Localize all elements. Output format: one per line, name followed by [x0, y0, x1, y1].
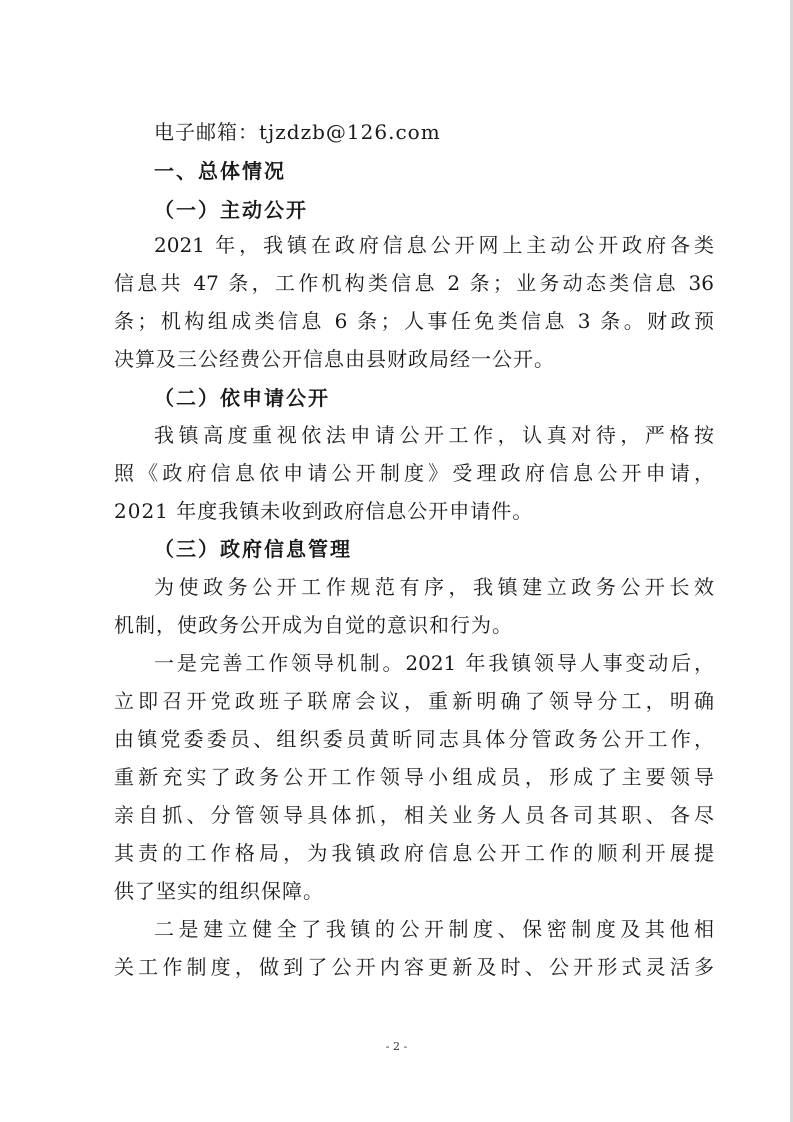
paragraph-line: 信息共 47 条，工作机构类信息 2 条；业务动态类信息 36 [114, 271, 714, 295]
paragraph-line: 机制，使政务公开成为自觉的意识和行为。 [114, 613, 513, 637]
paragraph-line: 为使政务公开工作规范有序，我镇建立政务公开长效 [154, 575, 714, 599]
subheading-request-disclosure: （二）依申请公开 [154, 386, 330, 410]
paragraph-line: 亲自抓、分管领导具体抓，相关业务人员各司其职、各尽 [114, 803, 714, 827]
paragraph-line: 2021 年度我镇未收到政府信息公开申请件。 [114, 499, 534, 523]
paragraph-line: 照《政府信息依申请公开制度》受理政府信息公开申请， [114, 461, 714, 485]
paragraph-line: 我镇高度重视依法申请公开工作，认真对待，严格按 [154, 423, 714, 447]
paragraph-line: 供了坚实的组织保障。 [114, 879, 324, 903]
paragraph-line: 立即召开党政班子联席会议，重新明确了领导分工，明确 [114, 689, 714, 713]
subheading-active-disclosure: （一）主动公开 [154, 198, 308, 222]
paragraph-line: 二是建立健全了我镇的公开制度、保密制度及其他相 [154, 917, 714, 941]
paragraph-line: 由镇党委委员、组织委员黄昕同志具体分管政务公开工作， [114, 727, 714, 751]
paragraph-line: 关工作制度，做到了公开内容更新及时、公开形式灵活多 [114, 955, 714, 979]
paragraph-line: 一是完善工作领导机制。2021 年我镇领导人事变动后， [154, 651, 714, 675]
paragraph-line: 重新充实了政务公开工作领导小组成员，形成了主要领导 [114, 765, 714, 789]
paragraph-line: 其责的工作格局，为我镇政府信息公开工作的顺利开展提 [114, 841, 714, 865]
paragraph-line: 2021 年，我镇在政府信息公开网上主动公开政府各类 [154, 233, 714, 257]
paragraph-line: 条；机构组成类信息 6 条；人事任免类信息 3 条。财政预 [114, 309, 714, 333]
paragraph-line: 决算及三公经费公开信息由县财政局经一公开。 [114, 347, 555, 371]
section-heading-overview: 一、总体情况 [154, 159, 286, 183]
email-line: 电子邮箱：tjzdzb@126.com [154, 120, 441, 144]
subheading-info-management: （三）政府信息管理 [154, 537, 352, 561]
page-number: - 2 - [385, 1040, 408, 1053]
